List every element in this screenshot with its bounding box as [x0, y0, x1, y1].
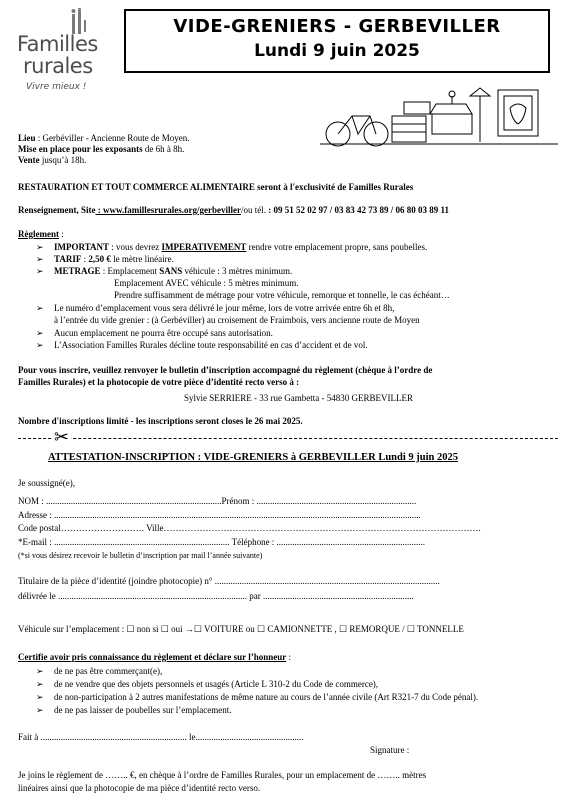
lieu-line [18, 133, 189, 144]
email-telephone-field[interactable]: *E-mail : .............................................................................. Téléphone : .................................................................. [18, 537, 426, 547]
reglement-item-association [36, 340, 368, 351]
lieu-text: : Gerbéviller - Ancienne Route de Moyen. [35, 133, 190, 143]
certifie-c2: de ne vendre que des objets personnels et usagés (Article L 310-2 du Code de commerce), [54, 679, 379, 689]
bullet-arrow-icon: ➢ [36, 666, 44, 676]
association-text: L’Association Familles Rurales décline toute responsabilité en cas d’accident et de vol. [54, 340, 368, 350]
bullet-arrow-icon: ➢ [36, 328, 44, 338]
vente-line [18, 155, 86, 166]
logo-tagline: Vivre mieux ! [26, 82, 87, 92]
reglement-title: Règlement [18, 229, 59, 239]
soussigne: Je soussigné(e), [18, 478, 75, 488]
joins-line1: Je joins le règlement de …….. €, en chèque à l’ordre de Familles Rurales, pour un emplacement de …….. mètres [18, 770, 427, 780]
certifie-text: Certifie avoir pris connaissance du règlement et déclare sur l’honneur [18, 652, 287, 662]
tarif-text2: le mètre linéaire. [110, 254, 174, 264]
certifie-item-1 [36, 666, 162, 677]
reglement-item-numero [36, 303, 394, 314]
certifie-heading [18, 652, 291, 663]
vehicule-checkboxes[interactable]: Véhicule sur l’emplacement : ☐ non si ☐ oui →☐ VOITURE ou ☐ CAMIONNETTE , ☐ REMORQUE / ☐ TONNELLE [18, 624, 464, 634]
tarif-label: TARIF [54, 254, 82, 264]
renseignement-line [18, 205, 449, 216]
mise-text: de 6h à 8h. [142, 144, 185, 154]
delivree-field[interactable]: délivrée le .................................................................................... par ................................................................... [18, 591, 414, 601]
signature-label: Signature : [370, 745, 410, 755]
inscription-line1: Pour vous inscrire, veuillez renvoyer le bulletin d’inscription accompagné du règlement (chèque à l’ordre de [18, 365, 433, 375]
renseignement-mid: /ou tél. [240, 205, 266, 215]
certifie-c1: de ne pas être commerçant(e), [54, 666, 163, 676]
certifie-c4: de ne pas laisser de poubelles sur l’emplacement. [54, 705, 232, 715]
metrage-line3: Prendre suffisamment de métrage pour votre véhicule, remorque et tonnelle, le cas échéant… [114, 290, 450, 300]
phones: : 09 51 52 02 97 / 03 83 42 73 89 / 06 80 03 89 11 [265, 205, 449, 215]
reglement-heading [18, 229, 64, 240]
reglement-item-tarif [36, 254, 174, 265]
certifie-colon: : [286, 652, 291, 662]
certifie-c3: de non-participation à 2 autres manifestations de même nature au cours de l’année civile (Art R321-7 du Code pénal). [54, 692, 479, 702]
certifie-item-2 [36, 679, 378, 690]
nom-prenom-field[interactable]: NOM : ..............................................................................Prénom : ....................................................................... [18, 496, 417, 506]
vente-label: Vente [18, 155, 40, 165]
title-line2: Lundi 9 juin 2025 [254, 41, 420, 61]
restauration-text: seront à l'exclusivité de Familles Rurales [254, 182, 414, 192]
codepostal-ville-field[interactable]: Code postal………………………. Ville……………………………………………………………………………………………. [18, 523, 481, 533]
aucun-text: Aucun emplacement ne pourra être occupé sans autorisation. [54, 328, 273, 338]
metrage-text: : Emplacement [100, 266, 160, 276]
inscription-limit: Nombre d'inscriptions limité - les inscriptions seront closes le 26 mai 2025. [18, 416, 303, 426]
logo-line1: Familles [17, 32, 98, 56]
familles-rurales-logo [12, 8, 112, 96]
restauration-bold: RESTAURATION ET TOUT COMMERCE ALIMENTAIRE [18, 182, 255, 192]
mise-label: Mise en place pour les exposants [18, 144, 143, 154]
title-box [124, 9, 550, 73]
metrage-sans: SANS [159, 266, 183, 276]
tarif-text: : [81, 254, 89, 264]
inscription-line2: Familles Rurales) et la photocopie de votre pièce d’identité recto verso à : [18, 377, 300, 387]
bullet-arrow-icon: ➢ [36, 705, 44, 715]
reglement-colon: : [58, 229, 64, 239]
bullet-arrow-icon: ➢ [36, 242, 44, 252]
mise-en-place-line [18, 144, 184, 155]
metrage-label: METRAGE [54, 266, 101, 276]
reglement-item-aucun [36, 328, 273, 339]
brocante-illustration-icon [320, 86, 558, 150]
email-note: (*si vous désirez recevoir le bulletin d’inscription par mail l’année suivante) [18, 551, 263, 560]
vente-text: jusqu’à 18h. [39, 155, 87, 165]
important-text2: rendre votre emplacement propre, sans poubelles. [246, 242, 428, 252]
cut-line [18, 438, 558, 439]
metrage-line2: Emplacement AVEC véhicule : 5 mètres minimum. [114, 278, 299, 288]
logo-line2: rurales [23, 54, 93, 78]
important-text: : vous devrez [109, 242, 162, 252]
metrage-text2: véhicule : 3 mètres minimum. [182, 266, 293, 276]
renseignement-label: Renseignement, Site [18, 205, 96, 215]
numero-line1: Le numéro d’emplacement vous sera délivré le jour même, lors de votre arrivée entre 6h et 8h, [54, 303, 395, 313]
fait-a-field[interactable]: Fait à ................................................................. le................................................ [18, 732, 304, 742]
bullet-arrow-icon: ➢ [36, 679, 44, 689]
title-line1: VIDE-GRENIERS - GERBEVILLER [173, 16, 501, 37]
restauration-line [18, 182, 413, 193]
joins-line2: linéaires ainsi que la photocopie de ma pièce d’identité recto verso. [18, 783, 261, 793]
bullet-arrow-icon: ➢ [36, 254, 44, 264]
bullet-arrow-icon: ➢ [36, 340, 44, 350]
titulaire-field[interactable]: Titulaire de la pièce d’identité (joindre photocopie) n° .................................................................................................... [18, 576, 440, 586]
certifie-item-4 [36, 705, 231, 716]
bullet-arrow-icon: ➢ [36, 266, 44, 276]
scissors-icon: ✂ [54, 427, 70, 448]
bullet-arrow-icon: ➢ [36, 303, 44, 313]
attestation-heading: ATTESTATION-INSCRIPTION : VIDE-GRENIERS à GERBEVILLER Lundi 9 juin 2025 [48, 452, 458, 463]
lieu-label: Lieu [18, 133, 36, 143]
bullet-arrow-icon: ➢ [36, 692, 44, 702]
imperativement: IMPERATIVEMENT [161, 242, 247, 252]
important-label: IMPORTANT [54, 242, 110, 252]
inscription-address: Sylvie SERRIERE - 33 rue Gambetta - 54830 GERBEVILLER [184, 393, 413, 403]
reglement-item-important [36, 242, 427, 253]
site-link[interactable]: : www.famillesrurales.org/gerbeviller [95, 205, 241, 215]
reglement-item-metrage [36, 266, 292, 277]
adresse-field[interactable]: Adresse : ................................................................................................................................................................... [18, 510, 421, 520]
numero-line2: à l’entrée du vide grenier : (à Gerbéviller) au croisement de Fraimbois, vers ancienne route de Moyen [54, 315, 420, 325]
certifie-item-3 [36, 692, 478, 703]
tarif-price: 2,50 € [88, 254, 111, 264]
